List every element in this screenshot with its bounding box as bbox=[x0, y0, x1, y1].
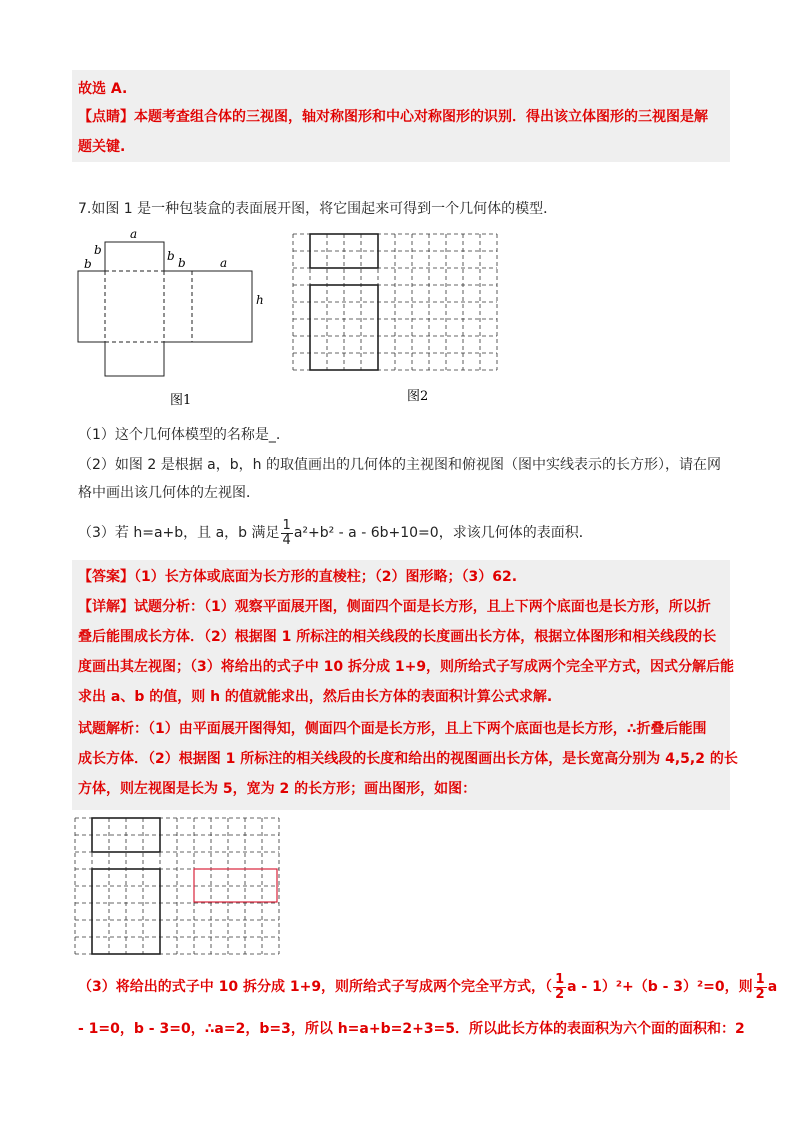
figure1-caption: 图1 bbox=[170, 393, 192, 408]
step3-line2: - 1=0，b - 3=0，∴a=2，b=3，所以 h=a+b=2+3=5．所以此长方体的表面积为六个面的面积和：2 bbox=[78, 1021, 745, 1037]
question-part1: （1）这个几何体模型的名称是_. bbox=[78, 427, 281, 443]
label-h: h bbox=[256, 293, 264, 307]
figure2-caption: 图2 bbox=[407, 389, 429, 404]
fraction-half-1 bbox=[553, 973, 566, 1002]
choose-answer: 故选 A. bbox=[78, 81, 128, 97]
comment-tag: 【点睛】 bbox=[78, 109, 134, 125]
answer-grid-figure bbox=[72, 814, 282, 956]
part3-pre: （3）若 h=a+b，且 a，b 满足 bbox=[78, 525, 280, 541]
label-b-2: b bbox=[84, 257, 92, 271]
answer-tag: 【答案】 bbox=[78, 569, 134, 585]
step3-pre: （3）将给出的式子中 10 拆分成 1+9，则所给式子写成两个完全平方式，（ bbox=[78, 979, 553, 995]
comment-text: 本题考查组合体的三视图，轴对称图形和中心对称图形的识别．得出该立体图形的三视图是解 bbox=[134, 109, 708, 125]
label-a-top: a bbox=[130, 227, 138, 241]
fraction-half-2-den: 2 bbox=[755, 986, 765, 1002]
question-stem: 7.如图 1 是一种包装盒的表面展开图，将它围起来可得到一个几何体的模型． bbox=[78, 201, 558, 217]
step3-tail: a bbox=[767, 979, 778, 995]
solution-line-1: 成长方体．（2）根据图 1 所标注的相关线段的长度和给出的视图画出长方体，是长宽高分别为 4,5,2 的长 bbox=[78, 751, 738, 767]
comment-line1 bbox=[78, 106, 708, 128]
figure2-grid bbox=[290, 228, 510, 408]
fraction-half-2 bbox=[754, 973, 767, 1002]
label-b-3: b bbox=[167, 249, 175, 263]
fraction-half-1-num: 1 bbox=[555, 971, 565, 987]
fraction-half-2-num: 1 bbox=[755, 971, 765, 987]
detail-line-1: 叠后能围成长方体．（2）根据图 1 所标注的相关线段的长度画出长方体，根据立体图形和相关线段的长 bbox=[78, 629, 717, 645]
label-b-1: b bbox=[94, 243, 102, 257]
answer-text: （1）长方体或底面为长方形的直棱柱；（2）图形略；（3）62. bbox=[134, 569, 518, 585]
detail-line-0 bbox=[78, 596, 711, 618]
solution-line-2: 方体，则左视图是长为 5，宽为 2 的长方形；画出图形，如图： bbox=[78, 781, 477, 797]
fraction-quarter-den: 4 bbox=[282, 532, 291, 548]
solution-line-0: 试题解析：（1）由平面展开图得知，侧面四个面是长方形，且上下两个底面也是长方形，∴折叠后能围 bbox=[78, 721, 707, 737]
fraction-quarter bbox=[281, 519, 293, 548]
detail-line-2: 度画出其左视图；（3）将给出的式子中 10 拆分成 1+9，则所给式子写成两个完全平方式，因式分解后能 bbox=[78, 659, 735, 675]
detail-line-3: 求出 a、b 的值，则 h 的值就能求出，然后由长方体的表面积计算公式求解. bbox=[78, 689, 553, 705]
label-b-4: b bbox=[178, 256, 186, 270]
detail-text-0: 试题分析：（1）观察平面展开图，侧面四个面是长方形，且上下两个底面也是长方形，所以折 bbox=[134, 599, 711, 615]
step3-line1 bbox=[78, 972, 777, 1002]
comment-line2: 题关键. bbox=[78, 139, 126, 155]
answer-line bbox=[78, 566, 517, 588]
question-part3 bbox=[78, 518, 593, 548]
question-part2-line1: （2）如图 2 是根据 a，b，h 的取值画出的几何体的主视图和俯视图（图中实线表示的长方形），请在网 bbox=[78, 457, 721, 473]
part3-post: a²+b² - a - 6b+10=0，求该几何体的表面积． bbox=[293, 525, 593, 541]
label-a-right: a bbox=[220, 256, 228, 270]
question-part2-line2: 格中画出该几何体的左视图． bbox=[78, 485, 260, 501]
detail-tag: 【详解】 bbox=[78, 599, 134, 615]
answer-left-view bbox=[194, 869, 277, 902]
figure1-net bbox=[70, 224, 270, 414]
fraction-quarter-num: 1 bbox=[282, 517, 291, 533]
step3-mid: a - 1）²+（b - 3）²=0，则 bbox=[567, 979, 753, 995]
fraction-half-1-den: 2 bbox=[555, 986, 565, 1002]
